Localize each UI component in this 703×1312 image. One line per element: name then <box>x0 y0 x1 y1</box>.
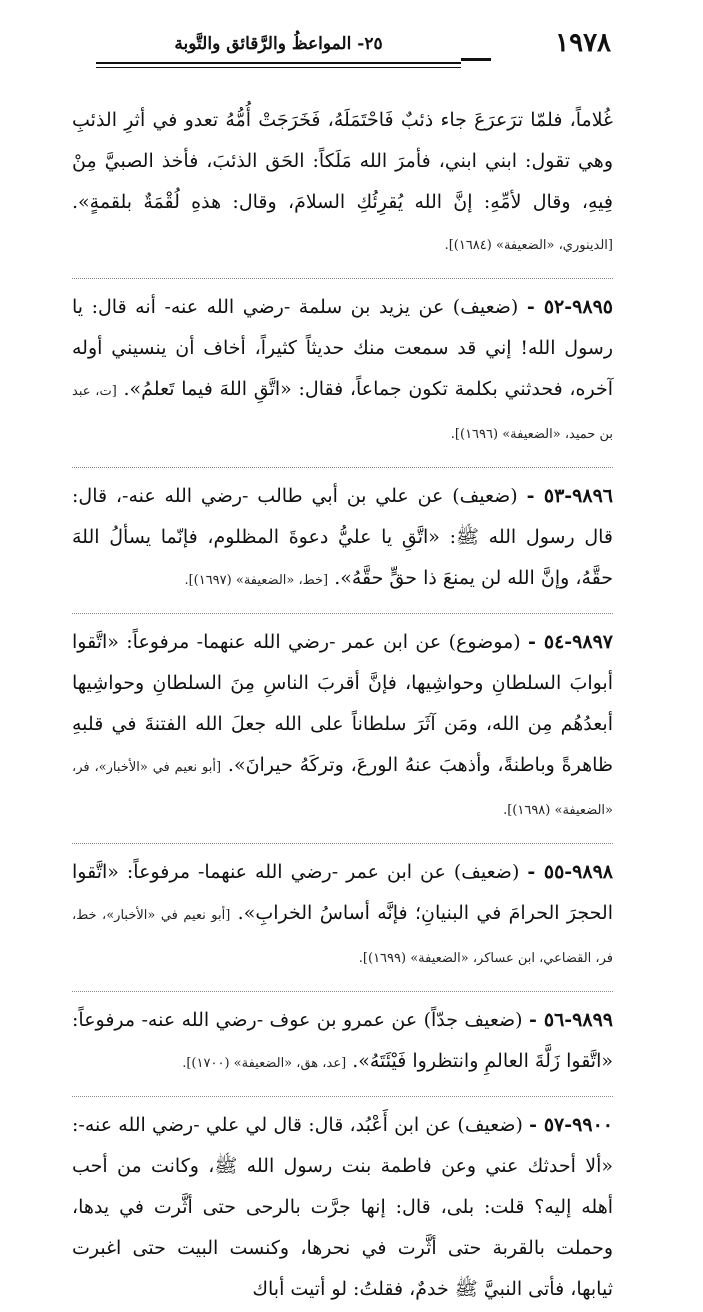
hadith-text: غُلاماً، فلمّا ترَعرَعَ جاء ذئبٌ فَاحْتَمَلَهُ، فَخَرَجَتْ أُمُّهُ تعدو في أثرِ الذئبِ وهي تقول: ابني ابني، فأمرَ الله مَلَكاً: الحَق الذئبَ، فأخذ الصبيَّ مِنْ فِيهِ، وقال لأمِّهِ: إنَّ الله يُقرِئُكِ السلامَ، وقال: هذهِ لُقْمَةٌ بلقمةٍ». <box>72 109 613 213</box>
page-header <box>96 28 611 68</box>
hadith-reference: [خط، «الضعيفة» (١٦٩٧)]. <box>184 573 329 588</box>
hadith-reference: [أبو نعيم في «الأخبار»، خط، فر، القضاعي، ابن عساكر، «الضعيفة» (١٦٩٩)]. <box>72 908 613 966</box>
hadith-entry <box>72 476 613 601</box>
entry-separator <box>72 467 613 468</box>
hadith-entry <box>72 852 613 979</box>
header-rule-thin <box>96 67 461 68</box>
entry-separator <box>72 278 613 279</box>
hadith-entry <box>72 1000 613 1084</box>
entry-separator <box>72 991 613 992</box>
page-number-rule <box>461 58 491 61</box>
entry-separator <box>72 1096 613 1097</box>
hadith-number: ٩٨٩٦-٥٣ - <box>526 485 613 507</box>
entry-separator <box>72 843 613 844</box>
page-body <box>72 100 613 1312</box>
header-rule-thick <box>96 62 461 64</box>
hadith-entry <box>72 622 613 831</box>
hadith-number: ٩٩٠٠-٥٧ - <box>529 1114 613 1136</box>
hadith-entry <box>72 100 613 266</box>
hadith-number: ٩٨٩٥-٥٢ - <box>526 296 613 318</box>
hadith-entry <box>72 1105 613 1312</box>
hadith-number: ٩٨٩٨-٥٥ - <box>527 861 613 883</box>
hadith-reference: [عد، هق، «الضعيفة» (١٧٠٠)]. <box>182 1056 347 1071</box>
hadith-entry <box>72 287 613 455</box>
chapter-title: ٢٥- المواعظُ والرَّقائق والتَّوبة <box>174 34 383 54</box>
hadith-number: ٩٨٩٩-٥٦ - <box>528 1009 613 1031</box>
hadith-text: (ضعيف) عن ابن أَعْبُد، قال: قال لي علي -رضي الله عنه-: «ألا أحدثك عني وعن فاطمة بنت رسول الله ﷺ، وكانت من أحب أهله إليه؟ قلت: بلى، قال: إنها جرَّت بالرحى حتى أثَّرت في يدها، وحملت بالقربة حتى أثَّرت في نحرها، وكنست البيت حتى اغبرت ثيابها، فأتى النبيَّ ﷺ خدمٌ، فقلتُ: لو أتيت أباك <box>72 1114 613 1300</box>
hadith-number: ٩٨٩٧-٥٤ - <box>528 631 613 653</box>
hadith-text: (ضعيف جدّاً) عن عمرو بن عوف -رضي الله عنه- مرفوعاً: «اتَّقوا زَلَّةَ العالمِ وانتظروا فَيْئَتَهُ». <box>72 1009 613 1072</box>
hadith-text: (موضوع) عن ابن عمر -رضي الله عنهما- مرفوعاً: «اتَّقوا أبوابَ السلطانِ وحواشِيها، فإنَّ أقربَ الناسِ مِنَ السلطانِ وحواشِيها أبعدُهُم مِن الله، ومَن آثَرَ سلطاناً على الله جعلَ الله الفتنةَ في قلبهِ ظاهرةً وباطنةً، وأذهبَ عنهُ الورعَ، وتركَهُ حيرانَ». <box>72 631 613 776</box>
hadith-reference: [أبو نعيم في «الأخبار»، فر، «الضعيفة» (١٦٩٨)]. <box>72 760 613 818</box>
page-number: ١٩٧٨ <box>555 28 611 58</box>
hadith-text: (ضعيف) عن يزيد بن سلمة -رضي الله عنه- أنه قال: يا رسول الله! إني قد سمعت منك حديثاً كثيراً، أخاف أن ينسيني أوله آخره، فحدثني بكلمة تكون جماعاً، فقال: «اتَّقِ اللهَ فيما تَعلمُ». <box>72 296 613 400</box>
hadith-reference: [الدينوري، «الضعيفة» (١٦٨٤)]. <box>444 238 613 253</box>
entry-separator <box>72 613 613 614</box>
hadith-reference: [ت، عبد بن حميد، «الضعيفة» (١٦٩٦)]. <box>72 384 613 442</box>
hadith-text: (ضعيف) عن ابن عمر -رضي الله عنهما- مرفوعاً: «اتَّقوا الحجرَ الحرامَ في البنيانِ؛ فإنَّه أساسُ الخرابِ». <box>72 861 613 924</box>
hadith-text: (ضعيف) عن علي بن أبي طالب -رضي الله عنه-، قال: قال رسول الله ﷺ: «اتَّقِ يا عليُّ دعوةَ المظلوم، فإنّما يسألُ اللهَ حقَّهُ، وإنَّ الله لن يمنعَ ذا حقٍّ حقَّهُ». <box>72 485 613 589</box>
